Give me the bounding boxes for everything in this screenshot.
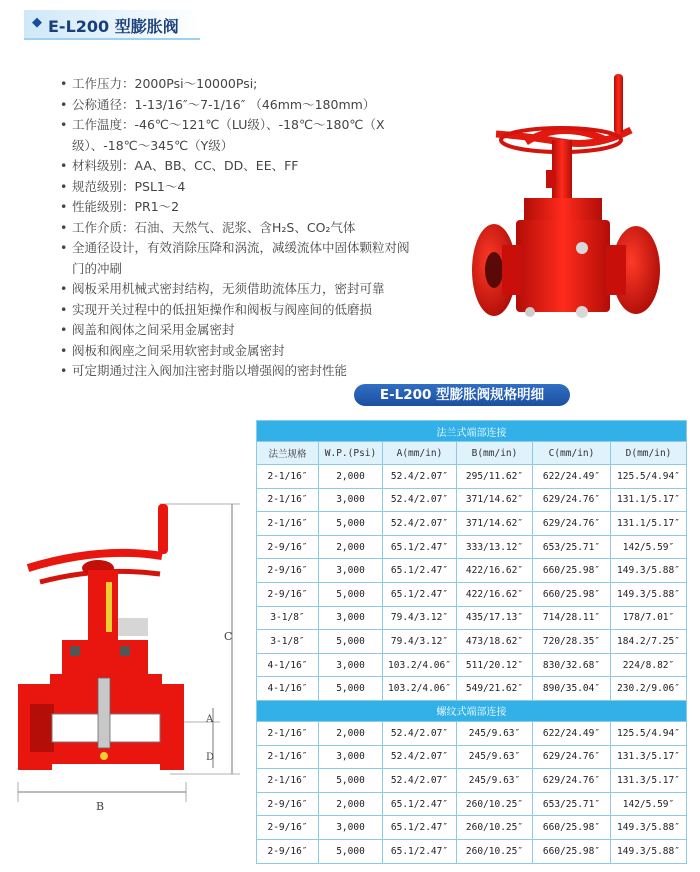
table-cell: 142/5.59″ (611, 792, 687, 816)
table-cell: 131.3/5.17″ (611, 769, 687, 793)
bullet-icon: • (60, 301, 68, 317)
table-cell: 2-9/16″ (257, 535, 319, 559)
table-cell: 3,000 (319, 488, 383, 512)
table-row (257, 559, 687, 583)
thread-section-header-group (257, 700, 687, 721)
table-cell: 2-9/16″ (257, 816, 319, 840)
bullet-icon: • (60, 281, 68, 296)
table-cell: 371/14.62″ (457, 488, 533, 512)
table-cell: 830/32.68″ (533, 653, 611, 677)
table-cell: 622/24.49″ (533, 465, 611, 489)
column-header-row (257, 442, 687, 465)
table-row (257, 677, 687, 701)
table-cell: 3,000 (319, 606, 383, 630)
table-cell: 5,000 (319, 677, 383, 701)
table-cell: 149.3/5.88″ (611, 839, 687, 863)
table-cell: 660/25.98″ (533, 839, 611, 863)
feature-list (60, 74, 420, 382)
page-title: E-L200 型膨胀阀 (48, 17, 179, 36)
table-cell: 103.2/4.06″ (383, 653, 457, 677)
table-cell: 52.4/2.07″ (383, 721, 457, 745)
table-cell: 65.1/2.47″ (383, 582, 457, 606)
table-cell: 2,000 (319, 465, 383, 489)
table-cell: 3-1/8″ (257, 630, 319, 654)
table-cell: 79.4/3.12″ (383, 630, 457, 654)
table-row (257, 630, 687, 654)
table-cell: 435/17.13″ (457, 606, 533, 630)
table-row (257, 745, 687, 769)
label-a: A (206, 714, 214, 725)
table-cell: 2,000 (319, 535, 383, 559)
table-cell: 2-9/16″ (257, 582, 319, 606)
table-cell: 2-1/16″ (257, 769, 319, 793)
section-header-thread (257, 700, 687, 721)
table-row (257, 606, 687, 630)
section-title: 螺纹式端部连接 (257, 700, 687, 721)
table-cell: 52.4/2.07″ (383, 488, 457, 512)
column-header: B(mm/in) (457, 442, 533, 465)
table-cell: 2,000 (319, 792, 383, 816)
table-cell: 52.4/2.07″ (383, 465, 457, 489)
table-cell: 653/25.71″ (533, 535, 611, 559)
table-cell: 622/24.49″ (533, 721, 611, 745)
table-cell: 3,000 (319, 745, 383, 769)
table-row (257, 721, 687, 745)
table-cell: 2-9/16″ (257, 839, 319, 863)
column-header: A(mm/in) (383, 442, 457, 465)
table-row (257, 465, 687, 489)
table-cell: 653/25.71″ (533, 792, 611, 816)
table-cell: 2-1/16″ (257, 745, 319, 769)
table-cell: 142/5.59″ (611, 535, 687, 559)
table-cell: 131.1/5.17″ (611, 512, 687, 536)
table-cell: 2-1/16″ (257, 465, 319, 489)
feature-item: • 全通径设计，有效消除压降和涡流，减缓流体中固体颗粒对阀门的冲刷 (60, 240, 410, 276)
table-cell: 260/10.25″ (457, 816, 533, 840)
table-cell: 260/10.25″ (457, 839, 533, 863)
table-cell: 714/28.11″ (533, 606, 611, 630)
table-row (257, 816, 687, 840)
bullet-icon: • (60, 178, 68, 194)
table-row (257, 792, 687, 816)
table-cell: 4-1/16″ (257, 653, 319, 677)
table-cell: 131.3/5.17″ (611, 745, 687, 769)
feature-item: • 材料级别：AA、BB、CC、DD、EE、FF (60, 156, 420, 177)
feature-item: • 公称通径：1-13/16″～7-1/16″ （46mm～180mm） (60, 95, 420, 116)
table-cell: 65.1/2.47″ (383, 816, 457, 840)
table-cell: 149.3/5.88″ (611, 816, 687, 840)
feature-item: • 工作温度：-46℃～121℃（LU级）、-18℃～180℃（X级）、-18℃～345℃（Y级） (60, 117, 385, 153)
table-cell: 5,000 (319, 839, 383, 863)
table-cell: 52.4/2.07″ (383, 512, 457, 536)
label-c: C (224, 630, 233, 643)
column-header: 法兰规格 (257, 442, 319, 465)
bullet-icon: • (60, 199, 68, 214)
table-cell: 473/18.62″ (457, 630, 533, 654)
table-cell: 629/24.76″ (533, 488, 611, 512)
table-cell: 149.3/5.88″ (611, 559, 687, 583)
feature-item: • 阀板和阀座之间采用软密封或金属密封 (60, 341, 420, 362)
feature-item: • 阀盖和阀体之间采用金属密封 (60, 320, 420, 341)
bullet-icon: • (60, 342, 68, 358)
spec-table (256, 420, 687, 864)
table-cell: 295/11.62″ (457, 465, 533, 489)
table-cell: 52.4/2.07″ (383, 745, 457, 769)
table-cell: 131.1/5.17″ (611, 488, 687, 512)
table-cell: 2,000 (319, 721, 383, 745)
valve-dimension-diagram (10, 490, 250, 820)
section-header-flange (257, 421, 687, 442)
feature-item: • 规范级别：PSL1～4 (60, 177, 420, 198)
table-row (257, 769, 687, 793)
table-cell: 4-1/16″ (257, 677, 319, 701)
feature-item: • 可定期通过注入阀加注密封脂以增强阀的密封性能 (60, 361, 420, 382)
valve-product-photo (466, 70, 664, 342)
table-cell: 2-1/16″ (257, 512, 319, 536)
table-cell: 2-1/16″ (257, 721, 319, 745)
table-cell: 660/25.98″ (533, 582, 611, 606)
table-cell: 5,000 (319, 512, 383, 536)
table-cell: 549/21.62″ (457, 677, 533, 701)
table-row (257, 839, 687, 863)
table-cell: 371/14.62″ (457, 512, 533, 536)
column-header: D(mm/in) (611, 442, 687, 465)
thread-rows (257, 721, 687, 863)
table-cell: 2-1/16″ (257, 488, 319, 512)
section-title: 法兰式端部连接 (257, 421, 687, 442)
table-cell: 5,000 (319, 582, 383, 606)
table-cell: 65.1/2.47″ (383, 792, 457, 816)
bullet-icon: • (60, 219, 68, 235)
flange-rows (257, 465, 687, 701)
table-cell: 245/9.63″ (457, 745, 533, 769)
table-cell: 2-9/16″ (257, 792, 319, 816)
table-cell: 720/28.35″ (533, 630, 611, 654)
table-cell: 260/10.25″ (457, 792, 533, 816)
table-cell: 3,000 (319, 559, 383, 583)
table-cell: 230.2/9.06″ (611, 677, 687, 701)
feature-item: • 工作压力：2000Psi～10000Psi; (60, 74, 420, 95)
table-cell: 660/25.98″ (533, 559, 611, 583)
table-cell: 629/24.76″ (533, 745, 611, 769)
table-cell: 103.2/4.06″ (383, 677, 457, 701)
table-cell: 629/24.76″ (533, 769, 611, 793)
table-cell: 65.1/2.47″ (383, 559, 457, 583)
table-cell: 65.1/2.47″ (383, 839, 457, 863)
table-cell: 79.4/3.12″ (383, 606, 457, 630)
table-cell: 422/16.62″ (457, 559, 533, 583)
bullet-icon: • (60, 76, 68, 91)
diamond-icon: ◆ (32, 15, 42, 30)
bullet-icon: • (60, 240, 68, 255)
feature-item: • 工作介质：石油、天然气、泥浆、含H₂S、CO₂气体 (60, 218, 420, 239)
table-cell: 52.4/2.07″ (383, 769, 457, 793)
table-cell: 125.5/4.94″ (611, 721, 687, 745)
table-cell: 3,000 (319, 816, 383, 840)
table-row (257, 582, 687, 606)
table-cell: 3-1/8″ (257, 606, 319, 630)
table-cell: 224/8.82″ (611, 653, 687, 677)
table-cell: 65.1/2.47″ (383, 535, 457, 559)
table-row (257, 488, 687, 512)
table-cell: 629/24.76″ (533, 512, 611, 536)
table-cell: 2-9/16″ (257, 559, 319, 583)
label-d: D (206, 752, 215, 763)
table-cell: 184.2/7.25″ (611, 630, 687, 654)
label-b: B (96, 800, 105, 813)
bullet-icon: • (60, 117, 68, 132)
table-cell: 125.5/4.94″ (611, 465, 687, 489)
table-cell: 5,000 (319, 769, 383, 793)
feature-item: • 实现开关过程中的低扭矩操作和阀板与阀座间的低磨损 (60, 300, 420, 321)
bullet-icon: • (60, 96, 68, 112)
table-row (257, 512, 687, 536)
table-cell: 3,000 (319, 653, 383, 677)
table-row (257, 653, 687, 677)
table-cell: 890/35.04″ (533, 677, 611, 701)
table-cell: 149.3/5.88″ (611, 582, 687, 606)
bullet-icon: • (60, 363, 68, 378)
table-row (257, 535, 687, 559)
feature-item: • 性能级别：PR1～2 (60, 197, 420, 218)
bullet-icon: • (60, 158, 68, 173)
bullet-icon: • (60, 322, 68, 337)
column-header: C(mm/in) (533, 442, 611, 465)
column-header: W.P.(Psi) (319, 442, 383, 465)
table-cell: 178/7.01″ (611, 606, 687, 630)
spec-banner: E-L200 型膨胀阀规格明细 (354, 384, 570, 406)
feature-item: • 阀板采用机械式密封结构，无须借助流体压力，密封可靠 (60, 279, 420, 300)
table-cell: 660/25.98″ (533, 816, 611, 840)
table-cell: 245/9.63″ (457, 721, 533, 745)
table-cell: 511/20.12″ (457, 653, 533, 677)
table-cell: 422/16.62″ (457, 582, 533, 606)
table-cell: 5,000 (319, 630, 383, 654)
table-cell: 245/9.63″ (457, 769, 533, 793)
table-cell: 333/13.12″ (457, 535, 533, 559)
title-bar (24, 10, 200, 40)
